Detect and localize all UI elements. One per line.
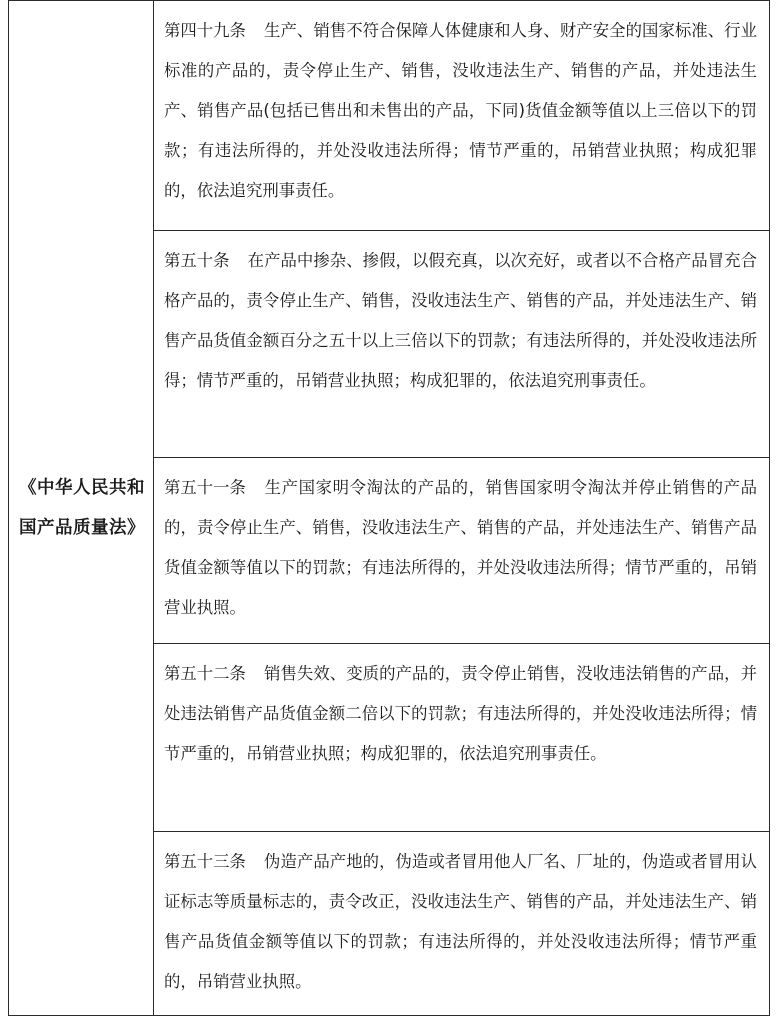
article-text: 生产、销售不符合保障人体健康和人身、财产安全的国家标准、行业标准的产品的，责令停止生产、销售，没收违法生产、销售的产品，并处违法生产、销售产品(包括已售出和未售出的产品，下同)货值金额等值以上三倍以下的罚款；有违法所得的，并处没收违法所得；情节严重的，吊销营业执照；构成犯罪的，依法追究刑事责任。 bbox=[164, 21, 757, 200]
article-text: 销售失效、变质的产品的，责令停止销售，没收违法销售的产品，并处违法销售产品货值金额二倍以下的罚款；有违法所得的，并处没收违法所得；情节严重的，吊销营业执照；构成犯罪的，依法追究刑事责任。 bbox=[164, 664, 757, 763]
article-number: 第五十一条 bbox=[164, 478, 246, 497]
article bbox=[154, 1, 769, 211]
article bbox=[154, 231, 769, 401]
article-cell bbox=[154, 1, 770, 231]
article-text: 伪造产品产地的，伪造或者冒用他人厂名、厂址的，伪造或者冒用认证标志等质量标志的，责令改正，没收违法生产、销售的产品，并处违法生产、销售产品货值金额等值以下的罚款；有违法所得的，并处没收违法所得；情节严重的，吊销营业执照。 bbox=[164, 852, 757, 991]
article-number: 第四十九条 bbox=[164, 21, 246, 40]
article bbox=[154, 644, 769, 774]
article-text: 在产品中掺杂、掺假，以假充真，以次充好，或者以不合格产品冒充合格产品的，责令停止生产、销售，没收违法生产、销售的产品，并处违法生产、销售产品货值金额百分之五十以上三倍以下的罚款；有违法所得的，并处没收违法所得；情节严重的，吊销营业执照；构成犯罪的，依法追究刑事责任。 bbox=[164, 251, 757, 390]
law-articles-table bbox=[8, 0, 770, 1016]
article-number: 第五十条 bbox=[164, 251, 230, 270]
article-cell bbox=[154, 458, 770, 644]
table-row bbox=[9, 1, 770, 231]
law-name-cell bbox=[9, 1, 154, 1016]
article-number: 第五十三条 bbox=[164, 852, 246, 871]
article-text: 生产国家明令淘汰的产品的，销售国家明令淘汰并停止销售的产品的，责令停止生产、销售，没收违法生产、销售的产品，并处违法生产、销售产品货值金额等值以下的罚款；有违法所得的，并处没收违法所得；情节严重的，吊销营业执照。 bbox=[164, 478, 757, 617]
article-cell bbox=[154, 231, 770, 458]
article bbox=[154, 458, 769, 628]
article bbox=[154, 832, 769, 1002]
law-name: 《中华人民共和国产品质量法》 bbox=[19, 478, 145, 538]
article-cell bbox=[154, 832, 770, 1016]
article-cell bbox=[154, 644, 770, 832]
article-number: 第五十二条 bbox=[164, 664, 246, 683]
